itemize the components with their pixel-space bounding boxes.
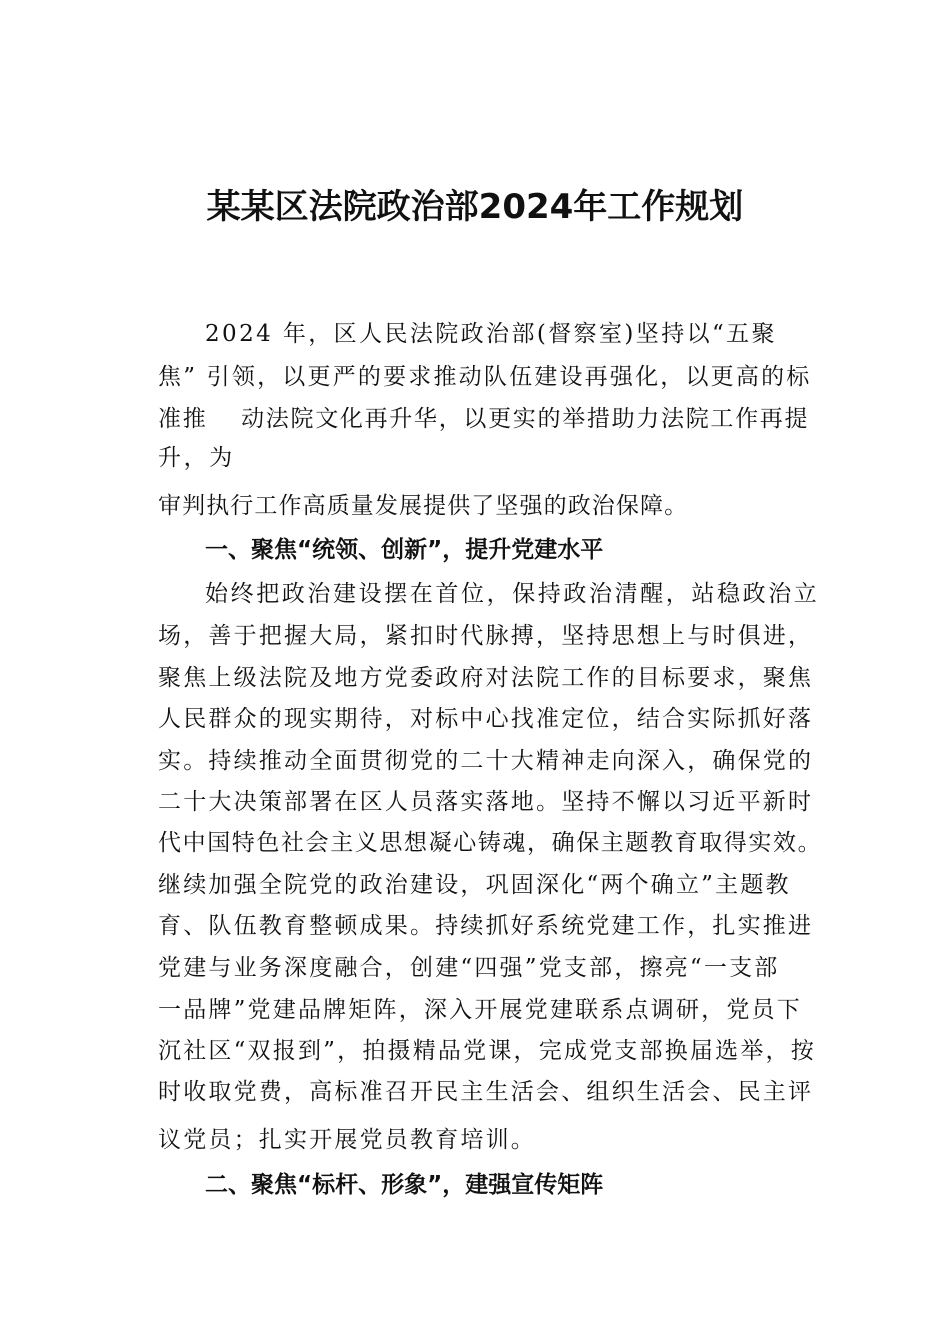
section-1-line-7: 代中国特色社会主义思想凝心铸魂，确保主题教育取得实效。 (158, 830, 823, 856)
section-1-line-2: 场，善于把握大局，紧扣时代脉搏，坚持思想上与时俱进， (158, 623, 814, 649)
section-2-heading: 二、聚焦“标杆、形象”，建强宣传矩阵 (205, 1172, 604, 1198)
section-1-line-8: 继续加强全院党的政治建设，巩固深化“两个确立”主题教 (158, 872, 791, 898)
intro-line-5: 审判执行工作高质量发展提供了坚强的政治保障。 (158, 493, 689, 519)
section-1-line-10: 党建与业务深度融合，创建“四强”党支部，擦亮“一支部 (158, 955, 780, 981)
section-1-line-13: 时收取党费，高标准召开民主生活会、组织生活会、民主评 (158, 1079, 814, 1105)
section-1-heading: 一、聚焦“统领、创新”，提升党建水平 (205, 537, 604, 563)
section-1-line-1: 始终把政治建设摆在首位，保持政治清醒，站稳政治立 (205, 581, 820, 607)
section-1-line-12: 沉社区“双报到”，拍摄精品党课，完成党支部换届选举，按 (158, 1038, 816, 1064)
intro-line-3: 准推 动法院文化再升华，以更实的举措助力法院工作再提 (158, 406, 810, 432)
section-1-line-6: 二十大决策部署在区人员落实落地。坚持不懈以习近平新时 (158, 789, 814, 815)
intro-line-4: 升，为 (158, 445, 235, 471)
section-1-line-3: 聚焦上级法院及地方党委政府对法院工作的目标要求，聚焦 (158, 665, 814, 691)
section-1-line-5: 实。持续推动全面贯彻党的二十大精神走向深入，确保党的 (158, 748, 814, 774)
intro-line-1: 2024 年，区人民法院政治部(督察室)坚持以“五聚 (205, 321, 777, 347)
section-1-line-14: 议党员；扎实开展党员教育培训。 (158, 1127, 536, 1153)
section-1-line-9: 育、队伍教育整顿成果。持续抓好系统党建工作，扎实推进 (158, 913, 814, 939)
intro-line-2: 焦” 引领，以更严的要求推动队伍建设再强化，以更高的标 (158, 364, 812, 390)
document-title: 某某区法院政治部2024年工作规划 (206, 187, 744, 227)
section-1-line-4: 人民群众的现实期待，对标中心找准定位，结合实际抓好落 (158, 706, 814, 732)
section-1-line-11: 一品牌”党建品牌矩阵，深入开展党建联系点调研，党员下 (158, 997, 802, 1023)
